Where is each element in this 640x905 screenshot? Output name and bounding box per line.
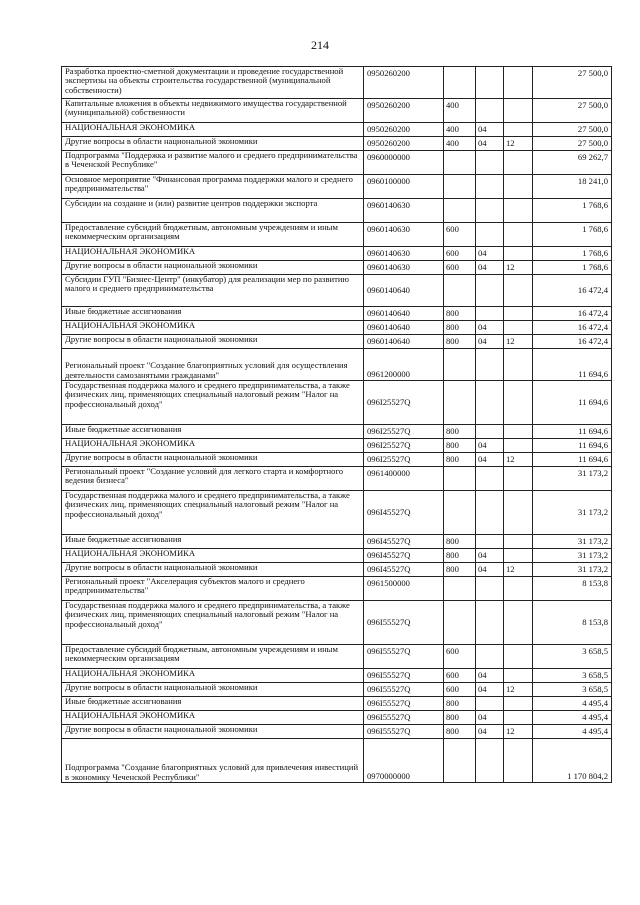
subsection-code-cell bbox=[504, 275, 533, 307]
target-article-code-cell: 096I45527Q bbox=[364, 535, 444, 549]
table-row bbox=[62, 381, 612, 425]
subsection-code-cell bbox=[504, 99, 533, 123]
subsection-code-cell bbox=[504, 247, 533, 261]
row-name-cell: Государственная поддержка малого и среднего предпринимательства, а также физических лиц, применяющих специальный налоговый режим "Налог на профессиональный доход" bbox=[62, 601, 364, 645]
section-code-cell: 04 bbox=[476, 683, 504, 697]
expense-type-cell: 800 bbox=[444, 425, 476, 439]
amount-cell: 27 500,0 bbox=[533, 137, 612, 151]
row-name-cell: Иные бюджетные ассигнования bbox=[62, 697, 364, 711]
subsection-code-cell bbox=[504, 223, 533, 247]
target-article-code-cell: 096I45527Q bbox=[364, 563, 444, 577]
amount-cell: 27 500,0 bbox=[533, 123, 612, 137]
section-code-cell bbox=[476, 381, 504, 425]
amount-cell: 1 170 804,2 bbox=[533, 739, 612, 783]
expense-type-cell: 800 bbox=[444, 307, 476, 321]
table-row bbox=[62, 535, 612, 549]
row-name-cell: Субсидии на создание и (или) развитие центров поддержки экспорта bbox=[62, 199, 364, 223]
row-name-cell: Другие вопросы в области национальной экономики bbox=[62, 563, 364, 577]
target-article-code-cell: 096I55527Q bbox=[364, 697, 444, 711]
row-name-cell: НАЦИОНАЛЬНАЯ ЭКОНОМИКА bbox=[62, 321, 364, 335]
section-code-cell bbox=[476, 349, 504, 381]
target-article-code-cell: 0960140630 bbox=[364, 199, 444, 223]
expense-type-cell bbox=[444, 175, 476, 199]
row-name-cell: Региональный проект "Акселерация субъектов малого и среднего предпринимательства" bbox=[62, 577, 364, 601]
amount-cell: 4 495,4 bbox=[533, 725, 612, 739]
section-code-cell: 04 bbox=[476, 711, 504, 725]
amount-cell: 31 173,2 bbox=[533, 563, 612, 577]
subsection-code-cell bbox=[504, 67, 533, 99]
table-row bbox=[62, 261, 612, 275]
subsection-code-cell bbox=[504, 739, 533, 783]
subsection-code-cell bbox=[504, 467, 533, 491]
section-code-cell bbox=[476, 275, 504, 307]
target-article-code-cell: 0960140630 bbox=[364, 261, 444, 275]
subsection-code-cell bbox=[504, 549, 533, 563]
subsection-code-cell bbox=[504, 645, 533, 669]
table-row bbox=[62, 563, 612, 577]
table-row bbox=[62, 467, 612, 491]
section-code-cell bbox=[476, 535, 504, 549]
subsection-code-cell: 12 bbox=[504, 683, 533, 697]
amount-cell: 11 694,6 bbox=[533, 425, 612, 439]
expense-type-cell bbox=[444, 199, 476, 223]
target-article-code-cell: 0950260200 bbox=[364, 99, 444, 123]
amount-cell: 1 768,6 bbox=[533, 223, 612, 247]
expense-type-cell: 400 bbox=[444, 99, 476, 123]
expense-type-cell: 800 bbox=[444, 453, 476, 467]
expense-type-cell bbox=[444, 151, 476, 175]
target-article-code-cell: 0960000000 bbox=[364, 151, 444, 175]
target-article-code-cell: 096I55527Q bbox=[364, 725, 444, 739]
amount-cell: 16 472,4 bbox=[533, 275, 612, 307]
row-name-cell: НАЦИОНАЛЬНАЯ ЭКОНОМИКА bbox=[62, 711, 364, 725]
amount-cell: 16 472,4 bbox=[533, 321, 612, 335]
target-article-code-cell: 096I25527Q bbox=[364, 453, 444, 467]
amount-cell: 27 500,0 bbox=[533, 99, 612, 123]
table-row bbox=[62, 601, 612, 645]
amount-cell: 11 694,6 bbox=[533, 349, 612, 381]
section-code-cell bbox=[476, 577, 504, 601]
target-article-code-cell: 0961500000 bbox=[364, 577, 444, 601]
table-row bbox=[62, 491, 612, 535]
subsection-code-cell: 12 bbox=[504, 725, 533, 739]
section-code-cell: 04 bbox=[476, 335, 504, 349]
table-row bbox=[62, 99, 612, 123]
expense-type-cell: 800 bbox=[444, 697, 476, 711]
row-name-cell: Иные бюджетные ассигнования bbox=[62, 535, 364, 549]
section-code-cell bbox=[476, 739, 504, 783]
subsection-code-cell bbox=[504, 577, 533, 601]
subsection-code-cell bbox=[504, 307, 533, 321]
table-row bbox=[62, 645, 612, 669]
expense-type-cell: 800 bbox=[444, 439, 476, 453]
target-article-code-cell: 096I55527Q bbox=[364, 669, 444, 683]
section-code-cell bbox=[476, 645, 504, 669]
table-row bbox=[62, 725, 612, 739]
table-row bbox=[62, 577, 612, 601]
target-article-code-cell: 0970000000 bbox=[364, 739, 444, 783]
section-code-cell bbox=[476, 151, 504, 175]
row-name-cell: Другие вопросы в области национальной экономики bbox=[62, 725, 364, 739]
table-row bbox=[62, 549, 612, 563]
target-article-code-cell: 0950260200 bbox=[364, 123, 444, 137]
expense-type-cell bbox=[444, 601, 476, 645]
section-code-cell: 04 bbox=[476, 453, 504, 467]
table-row bbox=[62, 349, 612, 381]
subsection-code-cell bbox=[504, 175, 533, 199]
expense-type-cell: 400 bbox=[444, 123, 476, 137]
row-name-cell: НАЦИОНАЛЬНАЯ ЭКОНОМИКА bbox=[62, 247, 364, 261]
expense-type-cell bbox=[444, 467, 476, 491]
target-article-code-cell: 096I25527Q bbox=[364, 381, 444, 425]
subsection-code-cell bbox=[504, 439, 533, 453]
target-article-code-cell: 0960140630 bbox=[364, 247, 444, 261]
row-name-cell: Иные бюджетные ассигнования bbox=[62, 307, 364, 321]
expense-type-cell: 600 bbox=[444, 645, 476, 669]
amount-cell: 8 153,8 bbox=[533, 601, 612, 645]
subsection-code-cell bbox=[504, 151, 533, 175]
target-article-code-cell: 096I55527Q bbox=[364, 683, 444, 697]
expense-type-cell: 400 bbox=[444, 137, 476, 151]
amount-cell: 27 500,0 bbox=[533, 67, 612, 99]
amount-cell: 69 262,7 bbox=[533, 151, 612, 175]
table-row bbox=[62, 275, 612, 307]
table-row bbox=[62, 223, 612, 247]
amount-cell: 16 472,4 bbox=[533, 307, 612, 321]
subsection-code-cell bbox=[504, 535, 533, 549]
row-name-cell: Предоставление субсидий бюджетным, автономным учреждениям и иным некоммерческим организациям bbox=[62, 645, 364, 669]
subsection-code-cell bbox=[504, 349, 533, 381]
section-code-cell bbox=[476, 697, 504, 711]
row-name-cell: НАЦИОНАЛЬНАЯ ЭКОНОМИКА bbox=[62, 439, 364, 453]
row-name-cell: Основное мероприятие "Финансовая программа поддержки малого и среднего предпринимательства" bbox=[62, 175, 364, 199]
section-code-cell bbox=[476, 175, 504, 199]
amount-cell: 8 153,8 bbox=[533, 577, 612, 601]
table-row bbox=[62, 335, 612, 349]
subsection-code-cell: 12 bbox=[504, 453, 533, 467]
table-row bbox=[62, 123, 612, 137]
table-row bbox=[62, 669, 612, 683]
expense-type-cell: 800 bbox=[444, 563, 476, 577]
target-article-code-cell: 0960140640 bbox=[364, 321, 444, 335]
expense-type-cell: 800 bbox=[444, 321, 476, 335]
section-code-cell bbox=[476, 425, 504, 439]
target-article-code-cell: 0950260200 bbox=[364, 137, 444, 151]
row-name-cell: НАЦИОНАЛЬНАЯ ЭКОНОМИКА bbox=[62, 123, 364, 137]
target-article-code-cell: 0950260200 bbox=[364, 67, 444, 99]
section-code-cell: 04 bbox=[476, 123, 504, 137]
subsection-code-cell bbox=[504, 669, 533, 683]
section-code-cell: 04 bbox=[476, 137, 504, 151]
table-row bbox=[62, 175, 612, 199]
row-name-cell: Капитальные вложения в объекты недвижимого имущества государственной (муниципальной) собственности bbox=[62, 99, 364, 123]
amount-cell: 3 658,5 bbox=[533, 683, 612, 697]
page-number: 214 bbox=[311, 38, 329, 52]
subsection-code-cell bbox=[504, 321, 533, 335]
row-name-cell: Государственная поддержка малого и среднего предпринимательства, а также физических лиц, применяющих специальный налоговый режим "Налог на профессиональный доход" bbox=[62, 381, 364, 425]
amount-cell: 4 495,4 bbox=[533, 697, 612, 711]
expense-type-cell: 800 bbox=[444, 711, 476, 725]
table-row bbox=[62, 453, 612, 467]
expense-type-cell: 800 bbox=[444, 335, 476, 349]
table-row bbox=[62, 697, 612, 711]
amount-cell: 31 173,2 bbox=[533, 491, 612, 535]
expense-type-cell: 600 bbox=[444, 247, 476, 261]
expense-type-cell: 600 bbox=[444, 683, 476, 697]
subsection-code-cell: 12 bbox=[504, 335, 533, 349]
subsection-code-cell bbox=[504, 381, 533, 425]
target-article-code-cell: 096I25527Q bbox=[364, 425, 444, 439]
row-name-cell: НАЦИОНАЛЬНАЯ ЭКОНОМИКА bbox=[62, 549, 364, 563]
table-row bbox=[62, 425, 612, 439]
expense-type-cell bbox=[444, 275, 476, 307]
section-code-cell: 04 bbox=[476, 669, 504, 683]
target-article-code-cell: 096I55527Q bbox=[364, 601, 444, 645]
row-name-cell: Другие вопросы в области национальной экономики bbox=[62, 335, 364, 349]
amount-cell: 11 694,6 bbox=[533, 439, 612, 453]
table-row bbox=[62, 67, 612, 99]
section-code-cell: 04 bbox=[476, 725, 504, 739]
section-code-cell: 04 bbox=[476, 321, 504, 335]
budget-table-body bbox=[62, 67, 612, 783]
target-article-code-cell: 0960140640 bbox=[364, 335, 444, 349]
expense-type-cell: 800 bbox=[444, 725, 476, 739]
table-row bbox=[62, 321, 612, 335]
subsection-code-cell bbox=[504, 697, 533, 711]
row-name-cell: Другие вопросы в области национальной экономики bbox=[62, 453, 364, 467]
section-code-cell bbox=[476, 223, 504, 247]
table-row bbox=[62, 683, 612, 697]
amount-cell: 11 694,6 bbox=[533, 381, 612, 425]
table-row bbox=[62, 307, 612, 321]
subsection-code-cell bbox=[504, 491, 533, 535]
amount-cell: 1 768,6 bbox=[533, 199, 612, 223]
amount-cell: 31 173,2 bbox=[533, 549, 612, 563]
subsection-code-cell bbox=[504, 199, 533, 223]
row-name-cell: Иные бюджетные ассигнования bbox=[62, 425, 364, 439]
row-name-cell: Государственная поддержка малого и среднего предпринимательства, а также физических лиц, применяющих специальный налоговый режим "Налог на профессиональный доход" bbox=[62, 491, 364, 535]
table-row bbox=[62, 247, 612, 261]
row-name-cell: Субсидии ГУП "Бизнес-Центр" (инкубатор) для реализации мер по развитию малого и среднего предпринимательства bbox=[62, 275, 364, 307]
table-row bbox=[62, 711, 612, 725]
target-article-code-cell: 0960100000 bbox=[364, 175, 444, 199]
row-name-cell: Подпрограмма "Создание благоприятных условий для привлечения инвестиций в экономику Чеченской Республики" bbox=[62, 739, 364, 783]
expense-type-cell bbox=[444, 349, 476, 381]
table-row bbox=[62, 199, 612, 223]
amount-cell: 1 768,6 bbox=[533, 261, 612, 275]
target-article-code-cell: 096I45527Q bbox=[364, 549, 444, 563]
target-article-code-cell: 096I45527Q bbox=[364, 491, 444, 535]
amount-cell: 3 658,5 bbox=[533, 645, 612, 669]
expense-type-cell bbox=[444, 381, 476, 425]
section-code-cell: 04 bbox=[476, 549, 504, 563]
amount-cell: 4 495,4 bbox=[533, 711, 612, 725]
target-article-code-cell: 0960140640 bbox=[364, 307, 444, 321]
section-code-cell: 04 bbox=[476, 261, 504, 275]
row-name-cell: Подпрограмма "Поддержка и развитие малого и среднего предпринимательства в Чеченской Республике" bbox=[62, 151, 364, 175]
expense-type-cell bbox=[444, 67, 476, 99]
table-row bbox=[62, 739, 612, 783]
budget-table bbox=[61, 66, 612, 783]
section-code-cell bbox=[476, 601, 504, 645]
expense-type-cell: 600 bbox=[444, 261, 476, 275]
target-article-code-cell: 0961200000 bbox=[364, 349, 444, 381]
subsection-code-cell bbox=[504, 425, 533, 439]
amount-cell: 1 768,6 bbox=[533, 247, 612, 261]
subsection-code-cell bbox=[504, 601, 533, 645]
row-name-cell: Другие вопросы в области национальной экономики bbox=[62, 261, 364, 275]
expense-type-cell bbox=[444, 491, 476, 535]
table-row bbox=[62, 439, 612, 453]
row-name-cell: Другие вопросы в области национальной экономики bbox=[62, 137, 364, 151]
table-row bbox=[62, 137, 612, 151]
target-article-code-cell: 0961400000 bbox=[364, 467, 444, 491]
expense-type-cell: 800 bbox=[444, 549, 476, 563]
amount-cell: 3 658,5 bbox=[533, 669, 612, 683]
row-name-cell: НАЦИОНАЛЬНАЯ ЭКОНОМИКА bbox=[62, 669, 364, 683]
expense-type-cell bbox=[444, 577, 476, 601]
subsection-code-cell bbox=[504, 123, 533, 137]
expense-type-cell: 800 bbox=[444, 535, 476, 549]
section-code-cell bbox=[476, 307, 504, 321]
section-code-cell bbox=[476, 199, 504, 223]
amount-cell: 16 472,4 bbox=[533, 335, 612, 349]
section-code-cell: 04 bbox=[476, 439, 504, 453]
section-code-cell bbox=[476, 99, 504, 123]
section-code-cell: 04 bbox=[476, 563, 504, 577]
row-name-cell: Разработка проектно-сметной документации и проведение государственной экспертизы на объекты строительства государственной (муниципальной собственности) bbox=[62, 67, 364, 99]
expense-type-cell: 600 bbox=[444, 223, 476, 247]
section-code-cell bbox=[476, 67, 504, 99]
target-article-code-cell: 096I25527Q bbox=[364, 439, 444, 453]
subsection-code-cell bbox=[504, 711, 533, 725]
amount-cell: 31 173,2 bbox=[533, 467, 612, 491]
table-row bbox=[62, 151, 612, 175]
amount-cell: 18 241,0 bbox=[533, 175, 612, 199]
row-name-cell: Предоставление субсидий бюджетным, автономным учреждениям и иным некоммерческим организациям bbox=[62, 223, 364, 247]
row-name-cell: Региональный проект "Создание условий для легкого старта и комфортного ведения бизнеса" bbox=[62, 467, 364, 491]
section-code-cell bbox=[476, 467, 504, 491]
section-code-cell: 04 bbox=[476, 247, 504, 261]
target-article-code-cell: 0960140630 bbox=[364, 223, 444, 247]
amount-cell: 31 173,2 bbox=[533, 535, 612, 549]
subsection-code-cell: 12 bbox=[504, 563, 533, 577]
target-article-code-cell: 0960140640 bbox=[364, 275, 444, 307]
row-name-cell: Другие вопросы в области национальной экономики bbox=[62, 683, 364, 697]
target-article-code-cell: 096I55527Q bbox=[364, 711, 444, 725]
target-article-code-cell: 096I55527Q bbox=[364, 645, 444, 669]
row-name-cell: Региональный проект "Создание благоприятных условий для осуществления деятельности самозанятыми гражданами" bbox=[62, 349, 364, 381]
expense-type-cell: 600 bbox=[444, 669, 476, 683]
amount-cell: 11 694,6 bbox=[533, 453, 612, 467]
section-code-cell bbox=[476, 491, 504, 535]
expense-type-cell bbox=[444, 739, 476, 783]
subsection-code-cell: 12 bbox=[504, 261, 533, 275]
subsection-code-cell: 12 bbox=[504, 137, 533, 151]
